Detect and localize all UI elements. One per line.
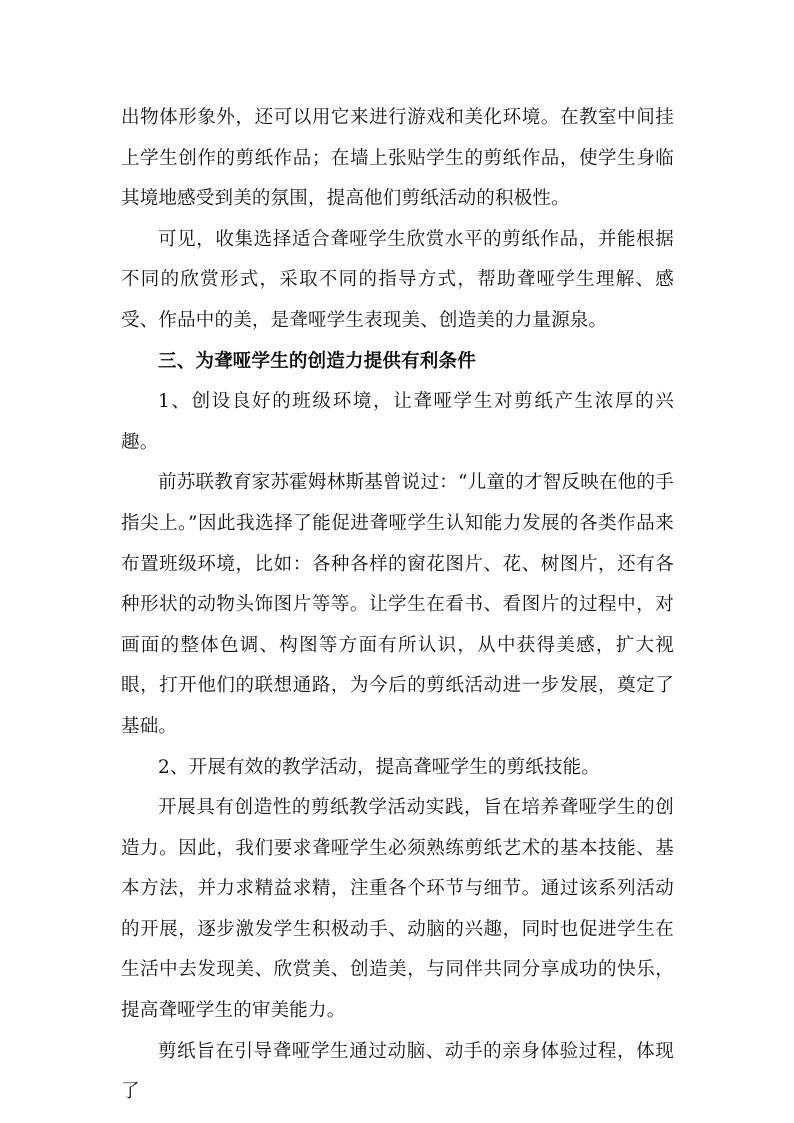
- section-heading: 三、为聋哑学生的创造力提供有利条件: [158, 350, 476, 372]
- document-body: [121, 98, 674, 1113]
- subheading-2: 2、开展有效的教学活动，提高聋哑学生的剪纸技能。: [158, 756, 601, 778]
- paragraph-activities: 开展具有创造性的剪纸教学活动实践，旨在培养聋哑学生的创造力。因此，我们要求聋哑学生必须熟练剪纸艺术的基本技能、基本方法，并力求精益求精，注重各个环节与细节。通过该系列活动的开展，逐步激发学生积极动手、动脑的兴趣，同时也促进学生在生活中去发现美、欣赏美、创造美，与同伴共同分享成功的快乐，提高聋哑学生的审美能力。: [121, 797, 674, 1022]
- paragraph-closing: 剪纸旨在引导聋哑学生通过动脑、动手的亲身体验过程，体现了: [121, 1040, 674, 1103]
- subheading-1: 1、创设良好的班级环境，让聋哑学生对剪纸产生浓厚的兴趣。: [121, 391, 674, 453]
- paragraph-summary: 可见，收集选择适合聋哑学生欣赏水平的剪纸作品，并能根据不同的欣赏形式，采取不同的指导方式，帮助聋哑学生理解、感受、作品中的美，是聋哑学生表现美、创造美的力量源泉。: [121, 228, 674, 331]
- paragraph-environment: 前苏联教育家苏霍姆林斯基曾说过：“儿童的才智反映在他的手指尖上。”因此我选择了能促进聋哑学生认知能力发展的各类作品来布置班级环境，比如：各种各样的窗花图片、花、树图片，还有各种形状的动物头饰图片等等。让学生在看书、看图片的过程中，对画面的整体色调、构图等方面有所认识，从中获得美感，扩大视眼，打开他们的联想通路，为今后的剪纸活动进一步发展，奠定了基础。: [121, 472, 674, 737]
- paragraph-continuation: 出物体形象外，还可以用它来进行游戏和美化环境。在教室中间挂上学生创作的剪纸作品；在墙上张贴学生的剪纸作品，使学生身临其境地感受到美的氛围，提高他们剪纸活动的积极性。: [121, 107, 674, 210]
